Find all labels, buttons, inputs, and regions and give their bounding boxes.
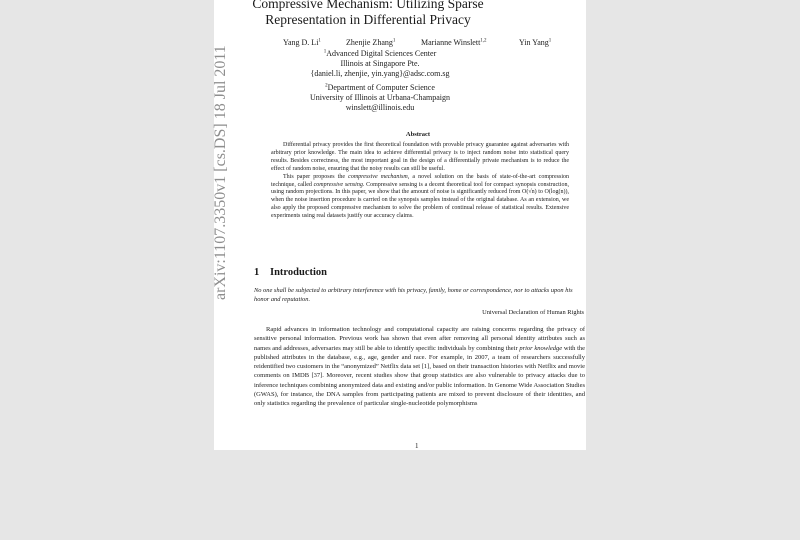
abstract-text: This paper proposes the [283,173,349,180]
author-name: Marianne Winslett [421,38,481,47]
affiliation-email: winslett@illinois.edu [345,103,415,112]
affiliation-2 [300,83,460,113]
affiliation-email: {daniel.li, zhenjie, yin.yang}@adsc.com.sg [310,69,450,78]
page-number: 1 [415,442,419,450]
arxiv-stamp [212,45,234,540]
author-2 [346,38,395,47]
affiliation-line: University of Illinois at Urbana-Champaign [310,93,450,102]
author-1 [283,38,321,47]
affiliation-line: Department of Computer Science [327,83,435,92]
author-sup: 1 [318,38,321,44]
body-text: with the published attributes in the database, e.g., age, gender and race. For example, in 2007, a team of researchers successfully reidentified two customers in the “anonymized” Netflix data set [1], based on their transaction histories with Netflix and movie comments on IMDB [37]. Moreover, recent studies show that group statistics are also vulnerable to privacy attacks due to inference techniques combining anonymized data and existing and/or public information. In Genome Wide Association Studies (GWAS), for instance, the DNA samples from participating patients are mixed to prevent disclosure of their identities, and only statistics regarding the prevalence of particular single-nucleotide polymorphisms [254,344,586,408]
affiliation-line: Advanced Digital Sciences Center [326,49,437,58]
abstract-heading: Abstract [405,131,431,138]
section-heading [254,267,327,278]
affiliation-sup: 1 [323,49,327,55]
abstract-emphasis: compressive sensing [313,181,363,188]
epigraph-quote: No one shall be subjected to arbitrary interference with his privacy, family, home or correspondence, nor to attacks upon his honor and reputation. [254,287,573,303]
body-emphasis: prior knowledge [519,344,563,352]
intro-body [254,325,585,409]
affiliation-sup: 2 [325,83,328,89]
author-sup: 1 [548,38,552,44]
abstract-emphasis: compressive mechanism [348,173,408,180]
abstract-text: . Compressive sensing is a decent theoretical tool for compact synopsis construction, using random projections. In this paper, we show that the amount of noise is significantly reduced from O(√n) to O(log(n)), when the noise insertion procedure is carried on the synopsis samples instead of the original database. As an extension, we also apply the proposed compressive mechanism to solve the problem of continual release of statistical results. Extensive experiments using real datasets justify our accuracy claims. [271,181,569,220]
intro-paragraph [254,325,585,409]
author-name: Yang D. Li [283,38,319,47]
arxiv-stamp-text: arXiv:1107.3350v1 [cs.DS] 18 Jul 2011 [212,45,229,300]
author-name: Yin Yang [519,38,549,47]
body-text: Rapid advances in information technology and computational capacity are raising concerns regarding the privacy of sensitive personal information. Previous work has shown that even after removing all personal identity attributes such as names and addresses, adversaries may still be able to identify specific individuals by combining their [254,326,585,352]
section-title: Introduction [270,267,327,278]
epigraph-source: Universal Declaration of Human Rights [482,309,584,316]
abstract-paragraph-2 [271,174,569,221]
author-3 [421,38,487,47]
abstract-body [271,142,569,221]
abstract-text: , a novel solution on the basis of state-of-the-art compression technique, called [271,173,570,188]
section-number: 1 [254,267,260,278]
author-sup: 1,2 [480,38,487,44]
author-name: Zhenjie Zhang [346,38,393,47]
paper-title: Compressive Mechanism: Utilizing Sparse Representation in Differential Privacy [252,0,484,27]
affiliation-1 [300,49,460,79]
author-sup: 1 [392,38,396,44]
abstract-paragraph-1: Differential privacy provides the first theoretical foundation with provable privacy guarantee against adversaries with arbitrary prior knowledge. The main idea to achieve differential privacy is to inject random noise into statistical query results. Besides correctness, the most important goal in the design of a differentially private mechanism is to reduce the effect of random noise, ensuring that the noisy results can still be useful. [271,142,569,172]
author-4 [519,38,551,47]
affiliation-line: Illinois at Singapore Pte. [340,59,420,68]
